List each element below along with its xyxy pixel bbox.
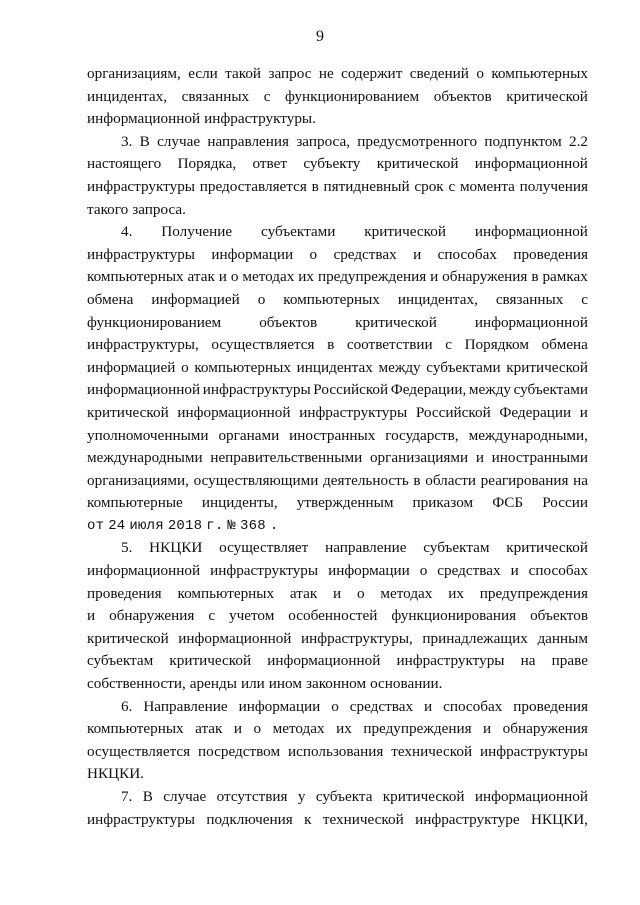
word: средствах [437, 562, 501, 580]
word: 6. [121, 697, 133, 715]
word: государств, [385, 426, 459, 444]
word: о [331, 697, 339, 715]
word: если [188, 65, 218, 82]
word: атак [195, 720, 223, 738]
word: уполномоченными [87, 426, 209, 444]
word: обмена [87, 290, 134, 308]
word: компьютерных [491, 65, 588, 82]
text-line [87, 131, 588, 154]
word: инфраструктуры [479, 742, 588, 760]
word: неправительственными [210, 449, 363, 467]
word: организациями, [87, 471, 189, 489]
word: обнаружения [109, 607, 195, 625]
word: инфраструктуры [396, 652, 505, 670]
word: НКЦКИ [149, 539, 203, 557]
text-line [87, 741, 588, 764]
word: 2018 [167, 517, 203, 534]
word: информации [328, 562, 410, 580]
word: аренды [189, 675, 237, 693]
text-line [87, 176, 588, 199]
word: области [425, 471, 477, 489]
word: компьютерных [177, 584, 275, 602]
word: органами [218, 426, 280, 444]
word: г. [206, 517, 224, 534]
word: международными, [468, 426, 588, 444]
word: и [424, 697, 433, 715]
word: связанных [495, 290, 564, 308]
word: с [581, 290, 588, 308]
word: и [233, 720, 243, 738]
word: компьютерных [87, 720, 184, 738]
text-line [87, 605, 588, 628]
word: иностранных [289, 426, 376, 444]
word: Российской [415, 403, 491, 421]
word: атак [289, 584, 318, 602]
word: атак [187, 268, 215, 286]
text-line [87, 470, 588, 493]
word: такого [87, 200, 129, 218]
word: не [318, 65, 334, 82]
text-line [87, 312, 588, 335]
word: критической [87, 403, 169, 421]
word: В [142, 788, 153, 805]
word: субъекту [303, 155, 361, 173]
page-number: 9 [316, 28, 324, 45]
paragraph [87, 786, 588, 831]
word: Федерации [499, 403, 572, 421]
word: в [531, 268, 539, 286]
word: информацией [87, 358, 176, 376]
word: осуществляет [219, 539, 309, 557]
text-line [87, 63, 588, 86]
word: в [413, 471, 421, 489]
word: проведения [513, 245, 588, 263]
word: компьютерных [87, 268, 184, 286]
word: о [257, 290, 266, 308]
word: и [87, 607, 96, 625]
word: средствах [333, 245, 397, 263]
word: 7. [121, 788, 133, 805]
word: методах [272, 720, 325, 738]
word: и [333, 584, 342, 602]
word: праве [551, 652, 588, 670]
word: ФСБ [492, 494, 524, 512]
word: инфраструктуры [87, 810, 195, 828]
word: инфраструктуры, [87, 336, 199, 354]
word: инцидентах, [87, 87, 168, 105]
word: о [356, 584, 365, 602]
word: проведения [513, 697, 588, 715]
word: критической [382, 788, 465, 805]
word: информационной [178, 629, 292, 647]
word: информационной [474, 788, 588, 805]
paragraph [87, 537, 588, 695]
word: критической [506, 539, 588, 557]
word: использования [287, 742, 384, 760]
word: обнаружения [502, 720, 588, 738]
word: с [445, 336, 452, 354]
word: на [573, 471, 588, 489]
text-line [87, 221, 588, 244]
word: соответствии [346, 336, 433, 354]
word: утвержденным [296, 494, 394, 512]
word: и [483, 720, 492, 738]
word: ответ [252, 155, 287, 173]
word: инфраструктуры. [204, 110, 316, 128]
word: инфраструктуры [202, 381, 311, 399]
word: их [448, 584, 464, 602]
word: субъекта [315, 788, 373, 805]
text-line [87, 628, 588, 651]
text-line [87, 334, 588, 357]
word: принадлежащих [422, 629, 528, 647]
text-line [87, 425, 588, 448]
word: критической [87, 629, 169, 647]
word: информации [211, 245, 294, 263]
word: направление [325, 539, 407, 557]
word: . [269, 517, 279, 534]
word: инциденты, [201, 494, 278, 512]
word: и [218, 268, 227, 286]
word: 368 [240, 517, 266, 534]
paragraph [87, 221, 588, 537]
word: и [475, 449, 484, 467]
word: функционированием [87, 313, 222, 331]
word: методах [242, 268, 295, 286]
word: 24 [108, 517, 126, 534]
text-line [87, 515, 588, 538]
text-line [87, 266, 588, 289]
text-line [87, 492, 588, 515]
paragraph [87, 131, 588, 221]
word: учетом [229, 607, 275, 625]
word: содержит [341, 65, 403, 82]
word: приказом [412, 494, 474, 512]
word: обмена [541, 336, 588, 354]
word: собственности, [87, 675, 186, 693]
word: с [208, 607, 216, 625]
word: о [230, 268, 239, 286]
word: функционирования [391, 607, 517, 625]
word: между [468, 381, 512, 399]
word: 5. [121, 539, 133, 557]
word: информационной [87, 381, 201, 399]
word: связанных [181, 87, 250, 105]
word: технической [322, 810, 404, 828]
text-line [87, 244, 588, 267]
word: информационной [474, 155, 588, 173]
word: пятидневный [323, 177, 410, 195]
document-body [87, 63, 588, 831]
text-line [87, 537, 588, 560]
word: В [139, 132, 150, 150]
word: о [419, 562, 428, 580]
word: № [227, 517, 237, 534]
word: о [309, 245, 318, 263]
word: инцидентах [296, 358, 373, 376]
text-line [87, 447, 588, 470]
word: инфраструктуре [415, 810, 520, 828]
text-line [87, 289, 588, 312]
word: информационной [87, 110, 201, 128]
text-line [87, 786, 588, 809]
word: информацией [151, 290, 240, 308]
word: критической [169, 652, 252, 670]
word: инфраструктуры [210, 562, 319, 580]
word: субъектами [513, 381, 588, 399]
word: субъектам [87, 652, 154, 670]
word: субъектам [423, 539, 490, 557]
word: способах [443, 697, 503, 715]
word: технической [391, 742, 473, 760]
word: осуществляющими [193, 471, 319, 489]
text-line [87, 560, 588, 583]
word: особенностей [288, 607, 378, 625]
text-line [87, 673, 588, 696]
word: инфраструктуры, [301, 629, 413, 647]
word: организациям, [87, 65, 181, 82]
text-line [87, 86, 588, 109]
word: на [520, 652, 536, 670]
word: и [510, 562, 519, 580]
word: посредством [198, 742, 281, 760]
word: объектов [530, 607, 588, 625]
word: проведения [87, 584, 162, 602]
word: и [579, 403, 588, 421]
word: о [253, 720, 262, 738]
word: реагирования [480, 471, 569, 489]
word: в [311, 177, 319, 195]
word: Порядком [464, 336, 529, 354]
word: способах [437, 245, 497, 263]
text-line [87, 583, 588, 606]
word: запроса. [132, 200, 186, 218]
word: предупреждения [479, 584, 588, 602]
text-line [87, 199, 588, 222]
word: информационной [474, 313, 588, 331]
word: организациями [369, 449, 469, 467]
word: инфраструктуры [87, 245, 195, 263]
text-line [87, 650, 588, 673]
text-line [87, 763, 588, 786]
word: способах [528, 562, 588, 580]
word: Федерации, [390, 381, 467, 399]
word: Порядка, [177, 155, 237, 173]
text-line [87, 402, 588, 425]
word: средствах [349, 697, 414, 715]
word: Российской [313, 381, 389, 399]
word: предупреждения [317, 268, 427, 286]
word: получения [519, 177, 588, 195]
word: данным [537, 629, 588, 647]
word: подпунктом [484, 132, 562, 150]
word: инцидентах, [397, 290, 478, 308]
word: сведений [409, 65, 469, 82]
text-line [87, 153, 588, 176]
word: к [304, 810, 312, 828]
text-line [87, 696, 588, 719]
word: между [378, 358, 421, 376]
word: момента [459, 177, 515, 195]
word: 2.2 [568, 132, 588, 150]
word: обнаружения [442, 268, 528, 286]
word: критической [376, 155, 459, 173]
word: запроса, [296, 132, 351, 150]
word: России [542, 494, 588, 512]
word: объектов [259, 313, 318, 331]
word: и [430, 268, 439, 286]
word: критической [506, 358, 588, 376]
word: с [263, 87, 271, 105]
word: объектов [433, 87, 492, 105]
word: в [327, 336, 335, 354]
word: инфраструктуры [87, 177, 195, 195]
word: Направление [143, 697, 228, 715]
word: основании. [370, 675, 443, 693]
word: осуществляется [211, 336, 315, 354]
text-line [87, 357, 588, 380]
text-line [87, 108, 588, 131]
text-line [87, 379, 588, 402]
word: у [297, 788, 306, 805]
word: срок [414, 177, 444, 195]
word: международными [87, 449, 203, 467]
word: отсутствия [216, 788, 288, 805]
word: с [448, 177, 456, 195]
word: июля [129, 517, 164, 534]
text-line [87, 718, 588, 741]
word: информационной [267, 652, 381, 670]
word: информационной [474, 223, 588, 241]
word: инфраструктуры [299, 403, 408, 421]
word: направления [207, 132, 290, 150]
word: компьютерных [283, 290, 380, 308]
word: предупреждения [363, 720, 472, 738]
word: о [476, 65, 484, 82]
word: субъектами [426, 358, 501, 376]
word: их [298, 268, 315, 286]
word: осуществляется [87, 742, 191, 760]
word: Получение [161, 223, 233, 241]
paragraph [87, 63, 588, 131]
word: 3. [121, 132, 133, 150]
word: рамках [542, 268, 588, 286]
word: НКЦКИ, [531, 810, 588, 828]
word: информационной [177, 403, 291, 421]
word: предоставляется [199, 177, 307, 195]
word: о [181, 358, 189, 376]
word: случае [163, 788, 207, 805]
word: информации [238, 697, 321, 715]
word: НКЦКИ. [87, 765, 144, 783]
word: компьютерных [194, 358, 291, 376]
word: субъектами [261, 223, 336, 241]
paragraph [87, 696, 588, 786]
word: методах [380, 584, 433, 602]
word: подключения [206, 810, 293, 828]
word: законном [305, 675, 367, 693]
word: деятельность [323, 471, 409, 489]
text-line [87, 809, 588, 832]
word: критической [364, 223, 446, 241]
word: критической [506, 87, 588, 105]
word: настоящего [87, 155, 162, 173]
word: иностранными [491, 449, 588, 467]
word: информационной [87, 562, 201, 580]
word: их [336, 720, 352, 738]
word: критической [355, 313, 437, 331]
word: запрос [268, 65, 312, 82]
word: случае [157, 132, 201, 150]
word: функционированием [285, 87, 420, 105]
word: ином [268, 675, 302, 693]
word: от [87, 517, 105, 534]
word: или [240, 675, 265, 693]
word: и [413, 245, 422, 263]
word: компьютерные [87, 494, 183, 512]
word: 4. [121, 223, 133, 241]
word: предусмотренного [357, 132, 478, 150]
word: такой [225, 65, 262, 82]
